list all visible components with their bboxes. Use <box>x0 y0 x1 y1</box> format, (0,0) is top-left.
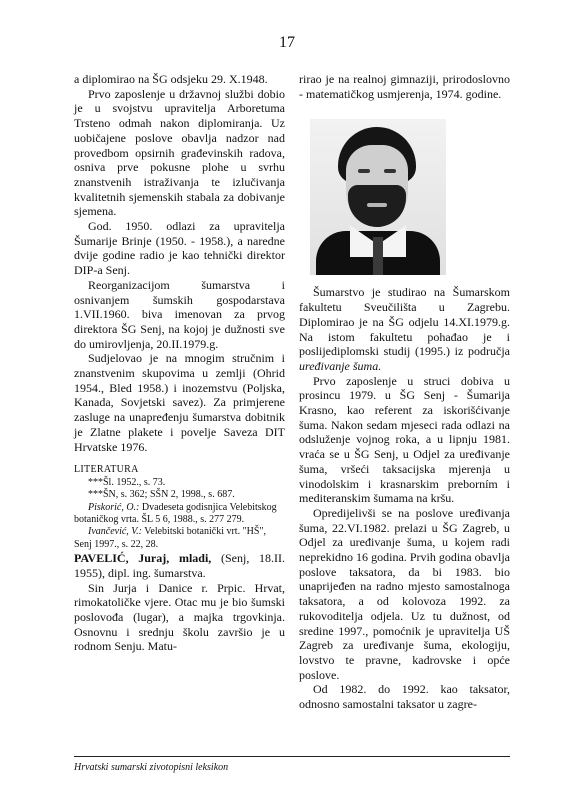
portrait-photo <box>310 119 446 275</box>
left-column <box>74 72 285 654</box>
page-number: 17 <box>279 34 295 51</box>
paragraph: Prvo zaposlenje u državnoj službi dobio je u svojstvu upravitelja Arboretuma Trsteno odmah nakon diplomiranja. Uz uobičajene poslove obavlja nadzor nad provedbom opsirnih građevinskih radova, osniva prve pokusne plohe u svrhu znanstvenih istraživanja te izlučivanja kvalitetnih sjemenskih stabala za dobivanje sjemena. <box>74 86 285 219</box>
paragraph: God. 1950. odlazi za upravitelja Šumarije Brinje (1950. - 1958.), a naredne dvije godine radio je kao tehnički direktor DIP-a Senj. <box>74 219 285 278</box>
literature-text: Dvadeseta godisnjica Velebitskog botaničkog vrta. ŠL 5 6, 1988., s. 277 279. <box>74 501 277 525</box>
paragraph: Sin Jurja i Danice r. Prpic. Hrvat, rimokatoličke vjere. Otac mu je bio šumski poslovođa (lugar), a majka trgovkinja. Osnovnu i srednju školu završio je u rodnom Senju. Matu- <box>74 580 285 654</box>
literature-author: Ivančević, V.: <box>88 526 142 538</box>
literature-author: Piskorić, O.: <box>88 501 140 513</box>
literature-title: LITERATURA <box>74 464 139 476</box>
entry-name: PAVELIĆ, Juraj, mladi, <box>74 551 212 566</box>
paragraph: rirao je na realnoj gimnaziji, prirodoslovno - matematičkog usmjerenja, 1974. godine. <box>299 72 510 101</box>
paragraph-text: Šumarstvo je studirao na Šumarskom fakultetu Sveučilišta u Zagrebu. Diplomirao je na ŠG odjelu 14.XI.1979.g. Na istom fakultetu pohađao je i poslijediplomski studij (1995.) iz područja <box>299 285 510 359</box>
literature-section <box>74 464 285 551</box>
literature-text: Velebitski botanički vrt. "HŠ", Senj 1997., s. 22, 28. <box>74 526 267 550</box>
footer-title: Hrvatski sumarski zivotopisni leksikon <box>74 762 229 773</box>
paragraph: Sudjelovao je na mnogim stručnim i znanstvenim skupovima u zemlji (Ohrid 1954., Bled 1958.) i inozemstvu (Poljska, Kanada, Sovjetski savez). Za primjerene zasluge na unapređenju šumarstva dobitnik je Zlatne plakete i povelje Saveza DIT Hrvatske 1976. <box>74 351 285 454</box>
literature-entry: ***ŠN, s. 362; SŠN 2, 1998., s. 687. <box>88 489 235 501</box>
paragraph: Reorganizacijom šumarstva i osnivanjem šumskih gospodarstava 1.VII.1960. biva imenovan za prvog direktora ŠG Senj, na kojoj je dužnosti sve do umirovljenja, 20.II.1979.g. <box>74 277 285 351</box>
emphasis-text: uređivanje šuma. <box>299 358 382 373</box>
entry-heading <box>74 551 285 580</box>
paragraph <box>299 285 510 373</box>
paragraph: a diplomirao na ŠG odsjeku 29. X.1948. <box>74 72 268 86</box>
paragraph: Od 1982. do 1992. kao taksator, odnosno samostalni taksator u zagre- <box>299 682 510 712</box>
literature-entry: ***Šl. 1952., s. 73. <box>88 476 166 488</box>
literature-entry <box>74 526 285 551</box>
footer-divider <box>74 756 510 757</box>
paragraph: Prvo zaposlenje u struci dobiva u prosincu 1979. u ŠG Senj - Šumarija Krasno, kao referent za iskorišćivanje šuma. Nakon sedam mjeseci rada odlazi na odsluženje vojnog roka, a u lipnju 1981. vraća se u ŠG Senj, u Odjel za uređivanje šuma, vršeći taksacijska mjerenja u vinodolskim i krasnarskim preborním i mediteranskim šumama na kršu. <box>299 373 510 506</box>
entry-heading-rest: (Senj, 18.II. 1955), dipl. ing. šumarstva. <box>74 551 286 580</box>
right-column <box>299 72 510 712</box>
paragraph: Opredijelivši se na poslove uređivanja šuma, 22.VI.1982. prelazi u ŠG Zagreb, u Odjel za uređivanje šuma, u kojem radi neprekidno 16 godina. Prvih godina obavlja poslove taksatora, da bi 1983. bio unaprijeđen na radno mjesto samostalnoga taksatora, a od kolovoza 1992. za rukovoditelja odjela. Uz tu dužnost, od sredine 1997., pomoćnik je upravitelja UŠ Zagreb za uređivanje šuma, ekologiju, lovstvo te pravne, kadrovske i opće poslove. <box>299 505 510 682</box>
literature-entry <box>74 502 285 527</box>
